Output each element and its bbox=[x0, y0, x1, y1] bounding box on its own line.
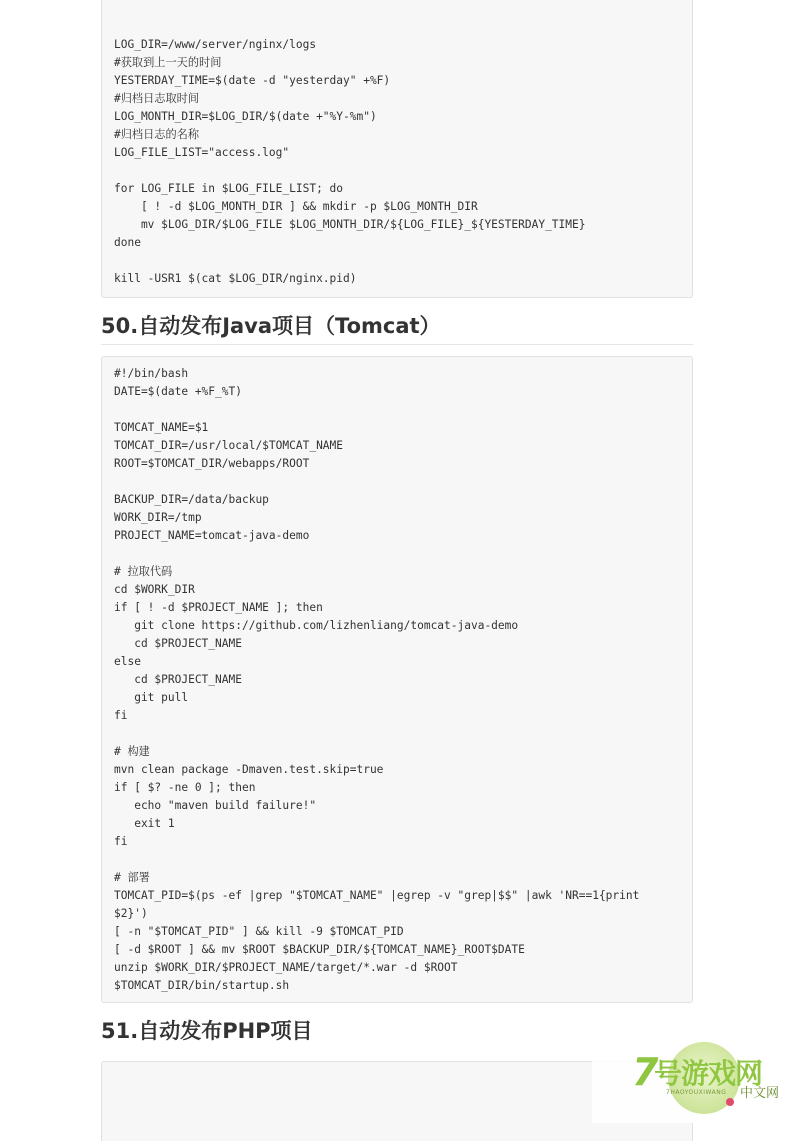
code-line: if [ ! -d $PROJECT_NAME ]; then bbox=[114, 601, 323, 614]
code-line: fi bbox=[114, 709, 128, 722]
code-line bbox=[114, 401, 692, 419]
code-line: # 部署 bbox=[114, 871, 150, 884]
code-line: echo "maven build failure!" bbox=[114, 799, 317, 812]
watermark-cn-label: 中文网 bbox=[740, 1086, 780, 1101]
code-line: exit 1 bbox=[114, 817, 175, 830]
watermark-subtext: 7HAOYOUXIWANG bbox=[666, 1089, 727, 1096]
code-line: PROJECT_NAME=tomcat-java-demo bbox=[114, 529, 310, 542]
code-line: [ ! -d $LOG_MONTH_DIR ] && mkdir -p $LOG_MONTH_DIR bbox=[114, 200, 478, 213]
code-line: for LOG_FILE in $LOG_FILE_LIST; do bbox=[114, 182, 344, 195]
watermark-logo-number: 7 bbox=[632, 1050, 659, 1094]
code-line: done bbox=[114, 236, 141, 249]
code-line: $TOMCAT_DIR/bin/startup.sh bbox=[114, 979, 290, 992]
code-line: BACKUP_DIR=/data/backup bbox=[114, 493, 269, 506]
code-line: #归档日志的名称 bbox=[114, 128, 200, 141]
code-line: # 构建 bbox=[114, 745, 150, 758]
code-line: cd $PROJECT_NAME bbox=[114, 637, 242, 650]
code-line: YESTERDAY_TIME=$(date -d "yesterday" +%F) bbox=[114, 74, 391, 87]
code-line: [ -n "$TOMCAT_PID" ] && kill -9 $TOMCAT_PID bbox=[114, 925, 404, 938]
code-line: #!/bin/bash bbox=[114, 367, 189, 380]
code-lines bbox=[114, 357, 692, 995]
code-line bbox=[114, 473, 692, 491]
code-line: fi bbox=[114, 835, 128, 848]
code-line: unzip $WORK_DIR/$PROJECT_NAME/target/*.war -d $ROOT bbox=[114, 961, 458, 974]
code-line: mvn clean package -Dmaven.test.skip=true bbox=[114, 763, 384, 776]
code-line bbox=[114, 725, 692, 743]
section-heading-java-tomcat: 50.自动发布Java项目（Tomcat） bbox=[101, 313, 693, 345]
code-block-tomcat-deploy bbox=[101, 356, 693, 1003]
code-line: #归档日志取时间 bbox=[114, 92, 200, 105]
code-block-log-archive bbox=[101, 0, 693, 298]
code-line: mv $LOG_DIR/$LOG_FILE $LOG_MONTH_DIR/${LOG_FILE}_${YESTERDAY_TIME} bbox=[114, 218, 586, 231]
code-line: TOMCAT_DIR=/usr/local/$TOMCAT_NAME bbox=[114, 439, 344, 452]
code-line: [ -d $ROOT ] && mv $ROOT $BACKUP_DIR/${TOMCAT_NAME}_ROOT$DATE bbox=[114, 943, 525, 956]
watermark-dot-icon bbox=[726, 1098, 734, 1106]
code-line bbox=[114, 162, 692, 180]
code-line bbox=[114, 851, 692, 869]
code-line: TOMCAT_NAME=$1 bbox=[114, 421, 209, 434]
code-line: git clone https://github.com/lizhenliang/tomcat-java-demo bbox=[114, 619, 519, 632]
code-line: # 拉取代码 bbox=[114, 565, 173, 578]
code-line: LOG_FILE_LIST="access.log" bbox=[114, 146, 290, 159]
code-line bbox=[114, 545, 692, 563]
code-lines bbox=[114, 0, 692, 288]
code-line bbox=[114, 252, 692, 270]
section-heading-php: 51.自动发布PHP项目 bbox=[101, 1019, 313, 1043]
code-line: git pull bbox=[114, 691, 189, 704]
code-line: #获取到上一天的时间 bbox=[114, 56, 222, 69]
code-line: if [ $? -ne 0 ]; then bbox=[114, 781, 256, 794]
code-line: $2}') bbox=[114, 907, 148, 920]
code-line: kill -USR1 $(cat $LOG_DIR/nginx.pid) bbox=[114, 272, 357, 285]
code-line: LOG_MONTH_DIR=$LOG_DIR/$(date +"%Y-%m") bbox=[114, 110, 377, 123]
code-line: WORK_DIR=/tmp bbox=[114, 511, 202, 524]
code-line: ROOT=$TOMCAT_DIR/webapps/ROOT bbox=[114, 457, 310, 470]
code-line: else bbox=[114, 655, 141, 668]
code-line: cd $WORK_DIR bbox=[114, 583, 195, 596]
code-line: DATE=$(date +%F_%T) bbox=[114, 385, 242, 398]
code-line: LOG_DIR=/www/server/nginx/logs bbox=[114, 38, 317, 51]
watermark-logo-text: 号游戏网 bbox=[654, 1057, 763, 1090]
code-line: cd $PROJECT_NAME bbox=[114, 673, 242, 686]
code-line: TOMCAT_PID=$(ps -ef |grep "$TOMCAT_NAME" |egrep -v "grep|$$" |awk 'NR==1{print bbox=[114, 889, 640, 902]
